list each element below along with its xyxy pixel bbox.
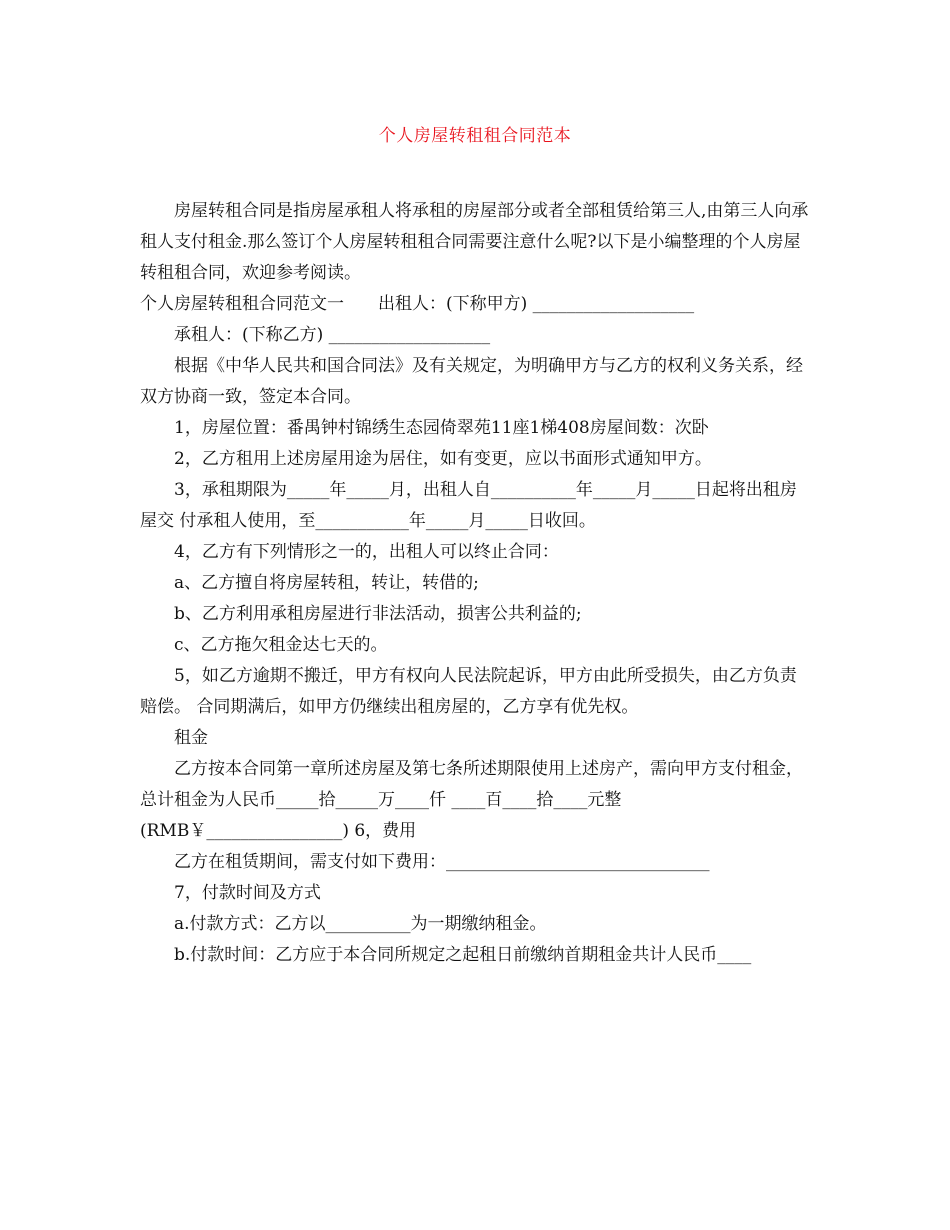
- paragraph-lessee: 承租人：(下称乙方) ___________________: [174, 325, 491, 345]
- paragraph-clause-3: 3，承租期限为_____年_____月，出租人自__________年_____月_____日起将出租房屋交 付承租人使用，至___________年_____月_____日收回。: [140, 480, 797, 531]
- paragraph-clause-4a: a、乙方擅自将房屋转租，转让，转借的;: [174, 573, 479, 593]
- paragraph-basis: 根据《中华人民共和国合同法》及有关规定，为明确甲方与乙方的权利义务关系，经双方协商一致，签定本合同。: [140, 356, 803, 407]
- document-title: 个人房屋转租租合同范本: [378, 126, 572, 146]
- paragraph-clause-4b: b、乙方利用承租房屋进行非法活动，损害公共利益的;: [174, 604, 582, 624]
- paragraph-fees-detail: 乙方在租赁期间，需支付如下费用：_______________________________: [174, 852, 710, 872]
- paragraph-clause-4c: c、乙方拖欠租金达七天的。: [174, 635, 388, 655]
- paragraph-rent-heading: 租金: [174, 728, 208, 748]
- document-body: [140, 196, 810, 971]
- paragraph-clause-7a: a.付款方式：乙方以__________为一期缴纳租金。: [174, 914, 547, 934]
- paragraph-clause-4: 4，乙方有下列情形之一的，出租人可以终止合同：: [174, 542, 559, 562]
- paragraph-lessor: 个人房屋转租租合同范文一 出租人：(下称甲方) ___________________: [140, 294, 695, 314]
- paragraph-clause-7b: b.付款时间：乙方应于本合同所规定之起租日前缴纳首期租金共计人民币____: [174, 945, 752, 965]
- paragraph-clause-2: 2，乙方租用上述房屋用途为居住，如有变更，应以书面形式通知甲方。: [174, 449, 712, 469]
- paragraph-rmb-fees: (RMB￥________________) 6，费用: [140, 821, 417, 841]
- paragraph-rent-total: 乙方按本合同第一章所述房屋及第七条所述期限使用上述房产，需向甲方支付租金，总计租金为人民币_____拾_____万____仟 ____百____拾____元整: [140, 759, 803, 810]
- paragraph-clause-7: 7，付款时间及方式: [174, 883, 321, 903]
- paragraph-clause-1: 1，房屋位置：番禺钟村锦绣生态园倚翠苑11座1梯408房屋间数：次卧: [174, 418, 709, 438]
- paragraph-intro: 房屋转租合同是指房屋承租人将承租的房屋部分或者全部租赁给第三人,由第三人向承租人支付租金.那么签订个人房屋转租租合同需要注意什么呢?以下是小编整理的个人房屋转租租合同，欢迎参考阅读。: [140, 201, 809, 283]
- paragraph-clause-5: 5，如乙方逾期不搬迁，甲方有权向人民法院起诉，甲方由此所受损失，由乙方负责赔偿。 合同期满后，如甲方仍继续出租房屋的，乙方享有优先权。: [140, 666, 797, 717]
